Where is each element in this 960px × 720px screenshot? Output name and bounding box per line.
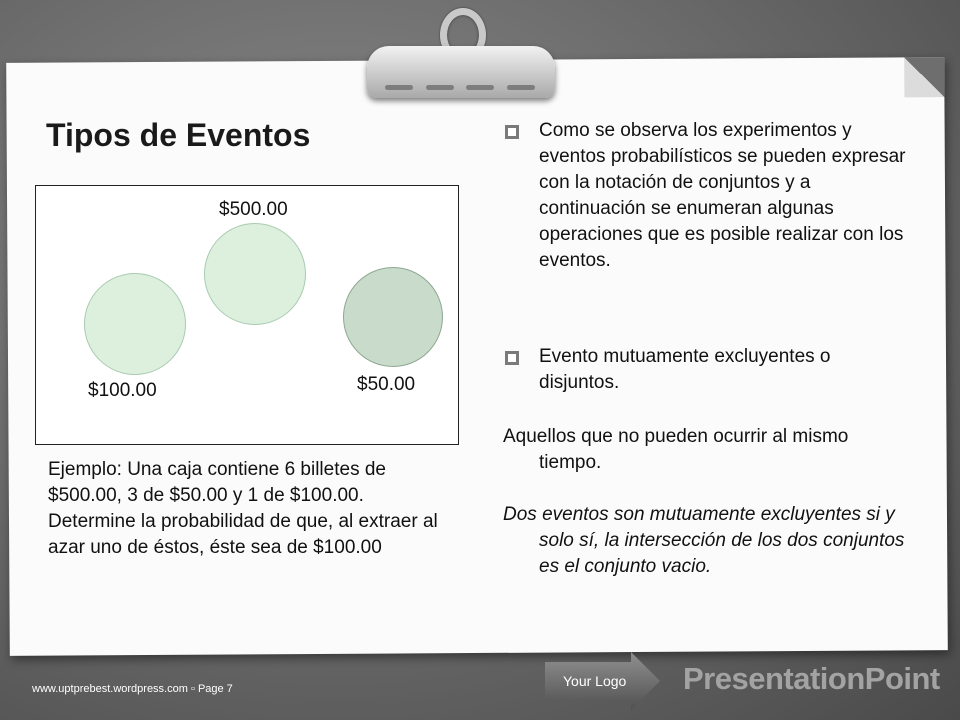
square-bullet-icon (505, 351, 519, 365)
venn-diagram (35, 185, 459, 445)
footer-separator: ▫ (190, 683, 195, 695)
label-50: $50.00 (357, 374, 416, 395)
bullet-text: Como se observa los experimentos y eventos probabilísticos se pueden expresar con la notación de conjuntos y a continuación se enumeran algunas operaciones que es posible realizar con los eventos. (539, 120, 906, 271)
circle-50 (343, 267, 443, 367)
clip-slots (385, 85, 535, 91)
definition-italic-text: Dos eventos son mutuamente excluyentes si y solo sí, la intersección de los dos conjuntos es el conjunto vacio. (503, 504, 905, 577)
page-number: Page 7 (197, 683, 233, 695)
bullet-item (503, 118, 913, 274)
bullet-item (503, 344, 913, 396)
definition-text: Aquellos que no pueden ocurrir al mismo tiempo. (503, 426, 849, 473)
bullet-text: Evento mutuamente excluyentes o disjuntos. (539, 346, 831, 393)
footer-url: www.uptprebest.wordpress.com (32, 683, 188, 695)
logo-text: Your Logo (563, 673, 627, 689)
square-bullet-icon (505, 125, 519, 139)
circle-100 (84, 273, 186, 375)
footer (32, 683, 233, 695)
label-100: $100.00 (88, 380, 157, 401)
label-500: $500.00 (219, 199, 288, 220)
brand-name: PresentationPoint (683, 661, 940, 696)
example-text: Ejemplo: Una caja contiene 6 billetes de $500.00, 3 de $50.00 y 1 de $100.00. Determine la probabilidad de que, al extraer al azar uno de éstos, éste sea de $100.00 (48, 459, 438, 558)
circle-500 (204, 223, 306, 325)
slide-title: Tipos de Eventos (46, 117, 311, 153)
